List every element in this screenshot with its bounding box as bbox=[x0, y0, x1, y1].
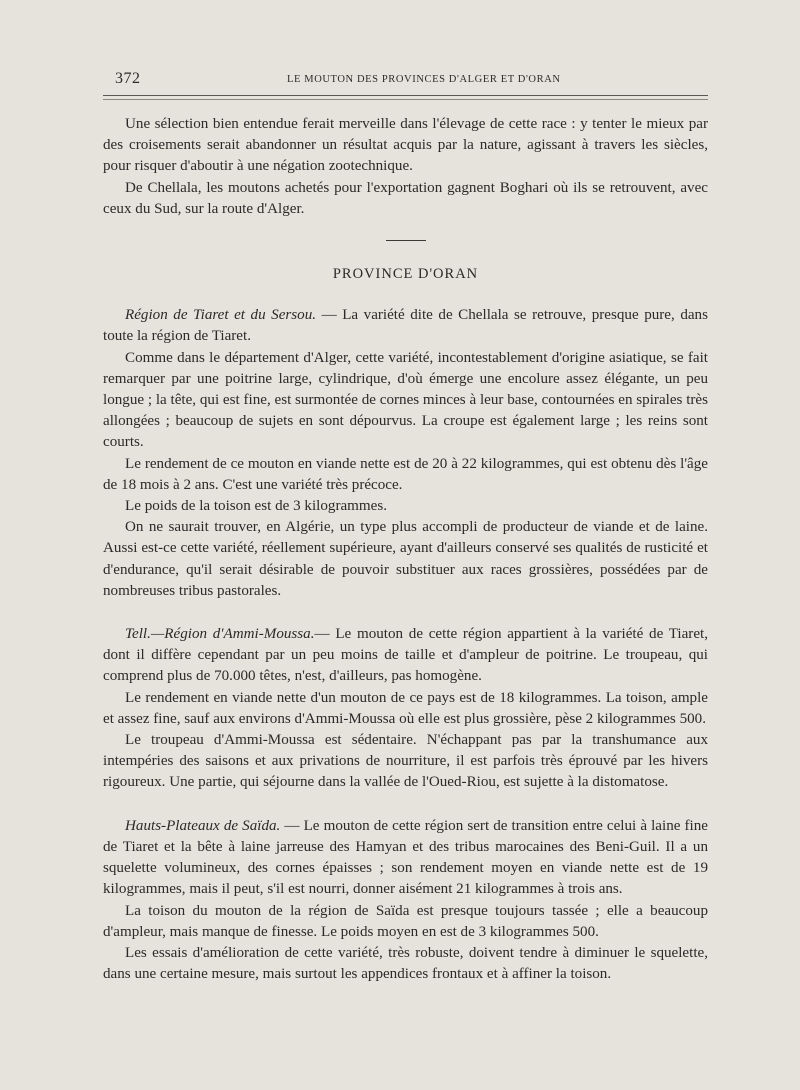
page-header bbox=[103, 70, 708, 92]
paragraph: Le rendement de ce mouton en viande nette est de 20 à 22 kilogrammes, qui est obtenu dès l'âge de 18 mois à 2 ans. C'est une variété très précoce. bbox=[103, 455, 708, 493]
body-text bbox=[103, 114, 708, 985]
section-divider bbox=[386, 240, 426, 241]
paragraph-text: — Le mouton de cette région appartient à la variété de Tiaret, dont il diffère cependant par un peu moins de taille et d'ampleur de poitrine. Le troupeau, qui comprend plus de 70.000 têtes, n'est, d'ailleurs, pas homogène. bbox=[103, 626, 708, 685]
paragraph bbox=[103, 305, 708, 347]
paragraph-text: — La variété dite de Chellala se retrouve, presque pure, dans toute la région de Tiaret. bbox=[103, 307, 708, 345]
paragraph: On ne saurait trouver, en Algérie, un type plus accompli de producteur de viande et de laine. Aussi est-ce cette variété, réellement supérieure, ayant d'ailleurs conservé ses qualités de rusticité et d'endurance, qu'il serait désirable de pouvoir substituer aux races grossières, possédées par de nombreuses tribus pastorales. bbox=[103, 519, 708, 599]
spacer bbox=[103, 794, 708, 816]
paragraph bbox=[103, 816, 708, 901]
paragraph: Les essais d'amélioration de cette variété, très robuste, doivent tendre à diminuer le squelette, dans une certaine mesure, mais surtout les appendices frontaux et à affiner la toison. bbox=[103, 944, 708, 983]
section-heading: PROVINCE D'ORAN bbox=[332, 266, 479, 283]
paragraph: Le poids de la toison est de 3 kilogrammes. bbox=[125, 498, 387, 515]
paragraph: Le rendement en viande nette d'un mouton de ce pays est de 18 kilogrammes. La toison, ample et assez fine, sauf aux environs d'Ammi-Moussa où elle est plus grossière, pèse 2 kilogrammes 500. bbox=[103, 689, 708, 727]
paragraph: De Chellala, les moutons achetés pour l'exportation gagnent Boghari où ils se retrouvent, avec ceux du Sud, sur la route d'Alger. bbox=[103, 179, 708, 217]
paragraph bbox=[103, 624, 708, 688]
region-title: Région de Tiaret et du Sersou. bbox=[125, 307, 317, 324]
paragraph: Le troupeau d'Ammi-Moussa est sédentaire. N'échappant pas par la transhumance aux intempéries des saisons et aux privations de nourriture, il est parfois très éprouvé par les hivers rigoureux. Une partie, qui séjourne dans la vallée de l'Oued-Riou, est sujette à la distomatose. bbox=[103, 732, 708, 791]
region-title: Hauts-Plateaux de Saïda. bbox=[125, 817, 281, 834]
paragraph: Comme dans le département d'Alger, cette variété, incontestablement d'origine asiatique, se fait remarquer par une poitrine large, cylindrique, d'où émerge une encolure assez élégante, un peu longue ; la tête, qui est fine, est surmontée de cornes minces à leur base, contournées en spirales très allongées ; beaucoup de sujets en sont dépourvus. La croupe est également large ; les reins sont courts. bbox=[103, 349, 708, 451]
page-number: 372 bbox=[115, 70, 141, 87]
region-title: Tell.—Région d'Ammi-Moussa. bbox=[125, 626, 315, 643]
paragraph: Une sélection bien entendue ferait merveille dans l'élevage de cette race : y tenter le mieux par des croisements serait abandonner un résultat acquis par la nature, agissant à travers les siècles, pour risquer d'aboutir à une négation zootechnique. bbox=[103, 116, 708, 175]
spacer bbox=[103, 602, 708, 624]
paragraph-text: — Le mouton de cette région sert de transition entre celui à laine fine de Tiaret et la bête à laine jarreuse des Hamyan et des tribus marocaines des Beni-Guil. Il a un squelette volumineux, des cornes épaisses ; son rendement moyen en viande nette est de 19 kilogrammes, mais il peut, s'il est nourri, donner aisément 21 kilogrammes à trois ans. bbox=[103, 817, 708, 898]
running-title: LE MOUTON DES PROVINCES D'ALGER ET D'ORAN bbox=[287, 74, 561, 85]
paragraph: La toison du mouton de la région de Saïda est presque toujours tassée ; elle a beaucoup d'ampleur, mais manque de finesse. Le poids moyen en est de 3 kilogrammes 500. bbox=[103, 902, 708, 940]
header-rule bbox=[103, 95, 708, 100]
